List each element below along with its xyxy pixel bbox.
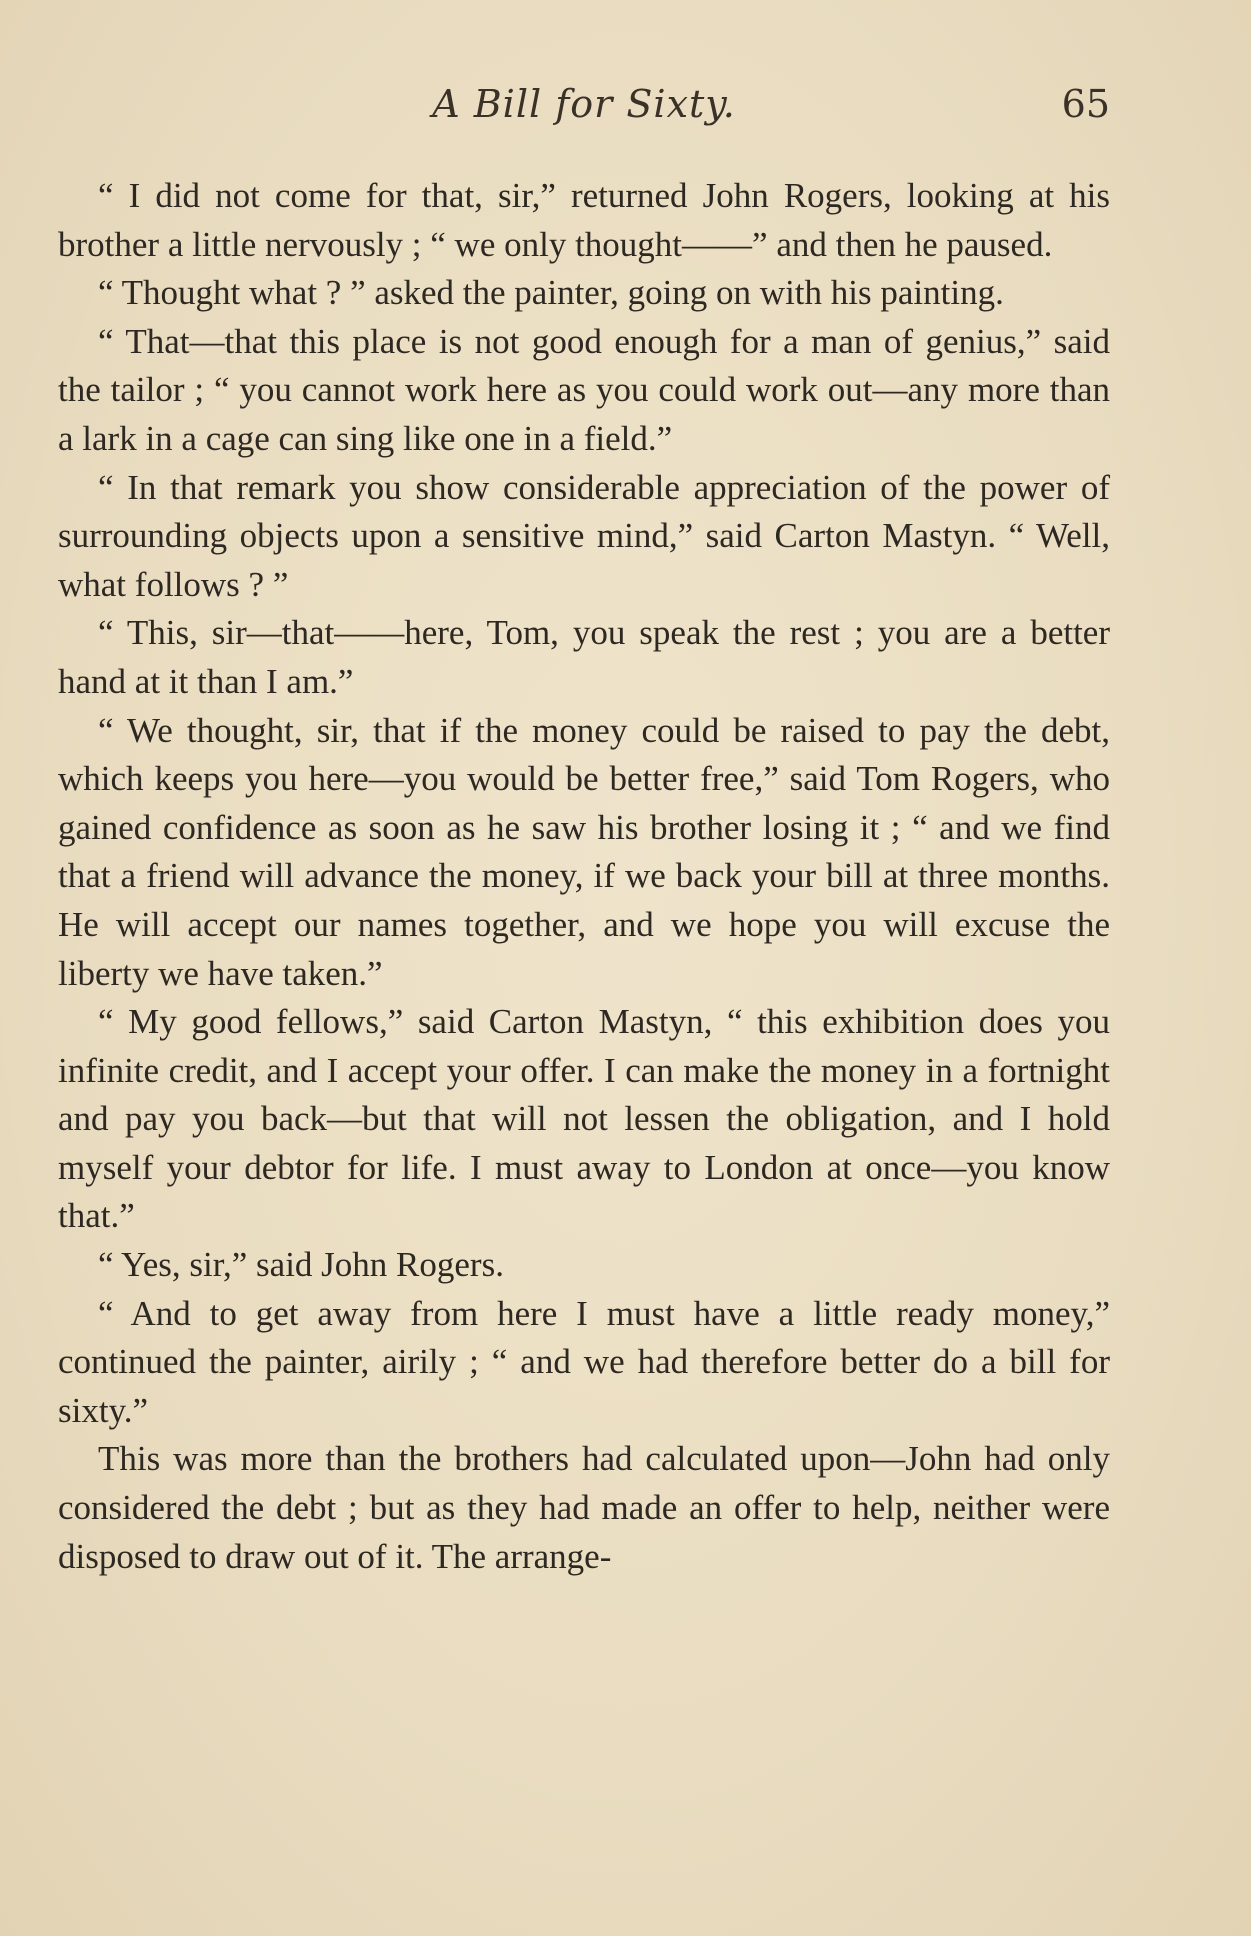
- paragraph: “ We thought, sir, that if the money could be raised to pay the debt, which keeps you here—you would be better free,” said Tom Rogers, who gained confidence as soon as he saw his brother losing it ; “ and we find that a friend will advance the money, if we back your bill at three months. He will accept our names together, and we hope you will excuse the liberty we have taken.”: [58, 710, 1110, 993]
- paragraph: This was more than the brothers had calculated upon—John had only considered the debt ; but as they had made an offer to help, neither were disposed to draw out of it. The arrange-: [58, 1439, 1110, 1576]
- page-header: [58, 82, 1110, 142]
- page-number: 65: [1061, 82, 1110, 126]
- running-title: A Bill for Sixty.: [432, 82, 736, 126]
- paragraph: “ My good fellows,” said Carton Mastyn, “ this exhibition does you infinite credit, and I accept your offer. I can make the money in a fortnight and pay you back—but that will not lessen the obligation, and I hold myself your debtor for life. I must away to London at once—you know that.”: [58, 1002, 1110, 1236]
- paragraph: “ And to get away from here I must have a little ready money,” continued the painter, airily ; “ and we had therefore better do a bill for sixty.”: [58, 1293, 1110, 1430]
- paragraph: “ In that remark you show considerable appreciation of the power of surrounding objects upon a sensitive mind,” said Carton Mastyn. “ Well, what follows ? ”: [58, 467, 1110, 604]
- paragraph: “ That—that this place is not good enough for a man of genius,” said the tailor ; “ you cannot work here as you could work out—any more than a lark in a cage can sing like one in a field.”: [58, 321, 1110, 458]
- paragraph: “ This, sir—that——here, Tom, you speak the rest ; you are a better hand at it than I am.”: [58, 613, 1110, 701]
- paragraph: “ Thought what ? ” asked the painter, going on with his painting.: [98, 273, 1004, 313]
- paragraph: “ I did not come for that, sir,” returned John Rogers, looking at his brother a little nervously ; “ we only thought——” and then he paused.: [58, 176, 1110, 264]
- paragraph: “ Yes, sir,” said John Rogers.: [98, 1245, 504, 1285]
- body-text: [58, 172, 1110, 1581]
